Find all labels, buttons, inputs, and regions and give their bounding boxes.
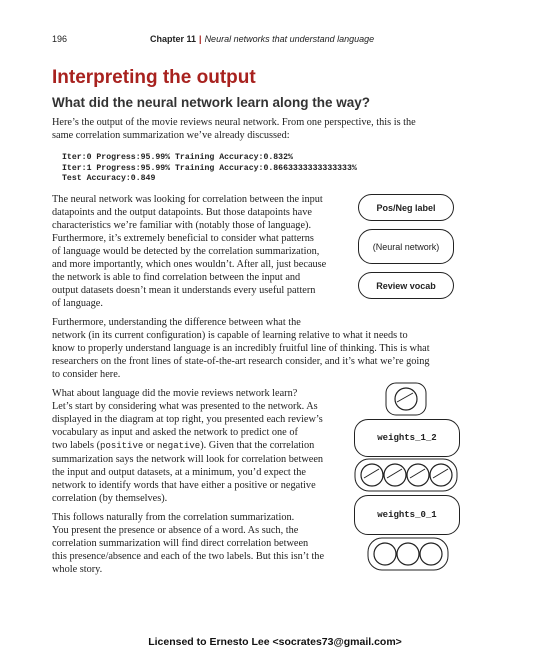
text-line: of language would be detected by the correlation summarization,	[52, 246, 320, 257]
text-line: This follows naturally from the correlation summarization.	[52, 512, 295, 523]
paragraph-4	[52, 511, 324, 576]
text-line: Let’s start by considering what was presented to the network. As	[52, 401, 318, 412]
text-line: Furthermore, understanding the difference between what the	[52, 317, 301, 328]
text-line: Here’s the output of the movie reviews neural network. From one perspective, this is the	[52, 117, 416, 128]
text-line: What about language did the movie reviews network learn?	[52, 388, 298, 399]
text-line: of language.	[52, 298, 103, 309]
text-line: know to properly understand language is an incredibly fruitful line of thinking. This is what	[52, 343, 430, 354]
hidden-layer	[354, 458, 458, 492]
license-footer: Licensed to Ernesto Lee <socrates73@gmail.com>	[148, 636, 402, 648]
weights-0-1-box: weights_0_1	[354, 495, 460, 535]
text-line: same correlation summarization we’ve already discussed:	[52, 130, 290, 141]
chapter-title: Neural networks that understand language	[204, 34, 375, 44]
text-line: summarization says the network will look for correlation between	[52, 454, 324, 465]
code-line: Test Accuracy:0.849	[62, 174, 156, 183]
running-head	[150, 34, 374, 44]
text-line: whole story.	[52, 564, 103, 575]
text-line: correlation (by themselves).	[52, 493, 168, 504]
intro-paragraph	[52, 116, 416, 142]
neuron-icon	[430, 464, 452, 486]
positive-label-code: positive	[100, 441, 144, 451]
weights-1-2-box: weights_1_2	[354, 419, 460, 457]
text-line: correlation summarization will find direct correlation between	[52, 538, 309, 549]
paragraph-3	[52, 387, 323, 505]
review-vocab-box: Review vocab	[358, 272, 454, 299]
text-line: datapoints and the output datapoints. But those datapoints have	[52, 207, 312, 218]
page-number: 196	[52, 34, 68, 44]
text-line: researchers on the front lines of state-of-the-art research consider, and it’s what we’re going	[52, 356, 430, 367]
text-line: network to identify words that have either a positive or negative	[52, 480, 316, 491]
subsection-title: What did the neural network learn along the way?	[52, 95, 371, 110]
text-line	[52, 439, 323, 453]
negative-label-code: negative	[157, 441, 201, 451]
pos-neg-label-box: Pos/Neg label	[358, 194, 454, 221]
output-layer	[385, 382, 427, 416]
chapter-number: Chapter 11	[150, 34, 197, 44]
text-line: displayed in the diagram at top right, you presented each review’s	[52, 414, 323, 425]
text-fragment: two labels (	[52, 440, 101, 451]
text-line: characteristics we’re familiar with (notably those of language).	[52, 220, 312, 231]
text-line: and more importantly, which ones wouldn’t. After all, just because	[52, 259, 327, 270]
section-title: Interpreting the output	[52, 67, 256, 88]
code-output	[62, 153, 357, 185]
text-line: the input and output datasets, at a minimum, you’d expect the	[52, 467, 306, 478]
text-line: the network is able to find correlation between the input and	[52, 272, 301, 283]
neuron-icon	[395, 388, 417, 410]
text-line: this presence/absence and each of the two labels. But this isn’t the	[52, 551, 325, 562]
text-line: to consider here.	[52, 369, 121, 380]
text-line: network (in its current configuration) is capable of learning relative to what it needs to	[52, 330, 408, 341]
header-separator: |	[199, 34, 202, 44]
input-neuron-icon	[420, 543, 442, 565]
text-fragment: ). Given that the correlation	[200, 440, 315, 451]
input-neuron-icon	[374, 543, 396, 565]
text-fragment: or	[143, 440, 157, 451]
text-line: You present the presence or absence of a word. As such, the	[52, 525, 299, 536]
code-line: Iter:1 Progress:95.99% Training Accuracy:0.8663333333333333%	[62, 163, 357, 173]
input-layer	[367, 537, 449, 571]
text-line: Furthermore, it’s extremely beneficial to consider what patterns	[52, 233, 314, 244]
text-line: The neural network was looking for correlation between the input	[52, 194, 323, 205]
neural-network-box: (Neural network)	[358, 229, 454, 264]
text-line: output datasets doesn’t mean it understands every useful pattern	[52, 285, 316, 296]
text-line: vocabulary as input and asked the network to predict one of	[52, 427, 298, 438]
input-neuron-icon	[397, 543, 419, 565]
paragraph-2	[52, 316, 430, 381]
neuron-icon	[361, 464, 383, 486]
paragraph-1	[52, 193, 326, 310]
code-line: Iter:0 Progress:95.99% Training Accuracy:0.832%	[62, 153, 293, 162]
neuron-icon	[407, 464, 429, 486]
neuron-icon	[384, 464, 406, 486]
